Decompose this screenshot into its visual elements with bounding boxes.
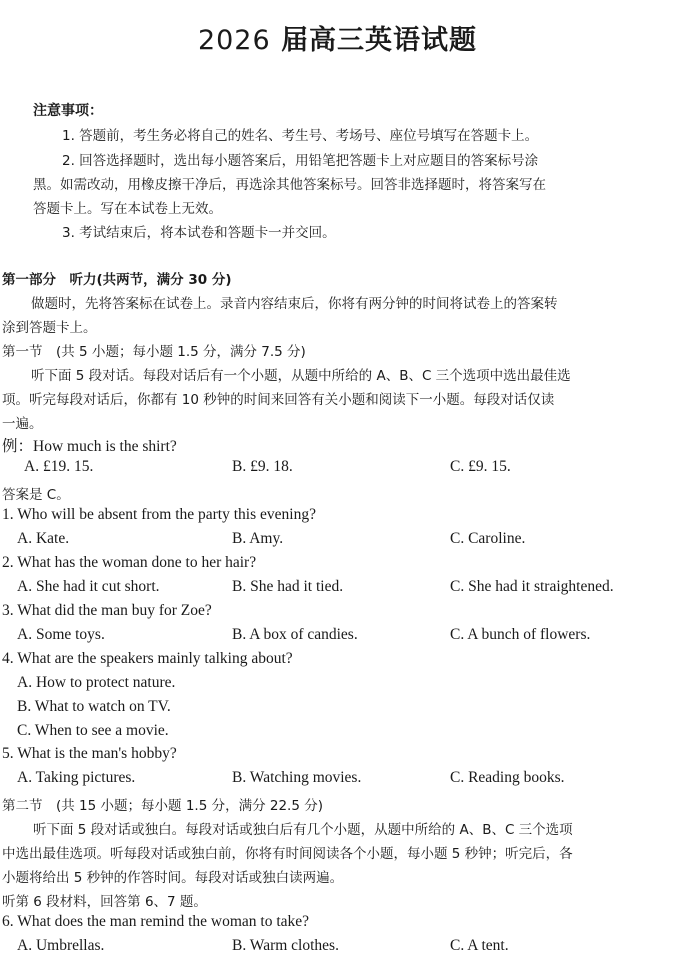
section2-material: 听第 6 段材料，回答第 6、7 题。 — [2, 894, 207, 910]
q6-option-b: B. Warm clothes. — [232, 937, 339, 954]
question-6: 6. What does the man remind the woman to take? — [2, 913, 310, 930]
notice-item-1: 1. 答题前，考生务必将自己的姓名、考生号、考场号、座位号填写在答题卡上。 — [62, 128, 539, 144]
q5-option-c: C. Reading books. — [450, 769, 565, 786]
q2-option-a: A. She had it cut short. — [17, 578, 160, 595]
example-answer: 答案是 C。 — [2, 487, 70, 503]
q3-option-c: C. A bunch of flowers. — [450, 626, 591, 643]
example-question: 例：How much is the shirt? — [2, 438, 177, 455]
notice-item-3: 3. 考试结束后，将本试卷和答题卡一并交回。 — [62, 225, 336, 241]
question-2: 2. What has the woman done to her hair? — [2, 554, 257, 571]
q1-option-c: C. Caroline. — [450, 530, 526, 547]
section2-intro-line1: 听下面 5 段对话或独白。每段对话或独白后有几个小题，从题中所给的 A、B、C 三个选项 — [33, 822, 573, 838]
part1-heading: 第一部分 听力(共两节，满分 30 分) — [2, 272, 232, 288]
q5-option-b: B. Watching movies. — [232, 769, 362, 786]
section1-intro-line1: 听下面 5 段对话。每段对话后有一个小题，从题中所给的 A、B、C 三个选项中选出最佳选 — [31, 368, 571, 384]
q4-option-c: C. When to see a movie. — [17, 722, 169, 739]
q4-option-a: A. How to protect nature. — [17, 674, 176, 691]
example-option-c: C. £9. 15. — [450, 458, 511, 475]
section2-heading: 第二节 (共 15 小题；每小题 1.5 分，满分 22.5 分) — [2, 798, 323, 814]
q2-option-b: B. She had it tied. — [232, 578, 344, 595]
example-option-b: B. £9. 18. — [232, 458, 293, 475]
q4-option-b: B. What to watch on TV. — [17, 698, 171, 715]
section1-heading: 第一节 (共 5 小题；每小题 1.5 分，满分 7.5 分) — [2, 344, 306, 360]
q2-option-c: C. She had it straightened. — [450, 578, 614, 595]
q6-option-c: C. A tent. — [450, 937, 509, 954]
example-option-a: A. £19. 15. — [24, 458, 94, 475]
section1-intro-line2: 项。听完每段对话后，你都有 10 秒钟的时间来回答有关小题和阅读下一小题。每段对话仅读 — [2, 392, 555, 408]
section1-intro-line3: 一遍。 — [2, 416, 43, 432]
q6-option-a: A. Umbrellas. — [17, 937, 105, 954]
question-3: 3. What did the man buy for Zoe? — [2, 602, 212, 619]
part1-intro-line1: 做题时，先将答案标在试卷上。录音内容结束后，你将有两分钟的时间将试卷上的答案转 — [31, 296, 558, 312]
page-title — [0, 18, 675, 57]
notice-item-2-line2: 黑。如需改动，用橡皮擦干净后，再选涂其他答案标号。回答非选择题时，将答案写在 — [33, 177, 546, 193]
q5-option-a: A. Taking pictures. — [17, 769, 136, 786]
question-4: 4. What are the speakers mainly talking about? — [2, 650, 293, 667]
question-5: 5. What is the man's hobby? — [2, 745, 177, 762]
q3-option-a: A. Some toys. — [17, 626, 105, 643]
title-text: 届高三英语试题 — [281, 25, 478, 56]
section2-intro-line2: 中选出最佳选项。听每段对话或独白前，你将有时间阅读各个小题，每小题 5 秒钟；听完后，各 — [2, 846, 573, 862]
notice-item-2-line3: 答题卡上。写在本试卷上无效。 — [33, 201, 222, 217]
section2-intro-line3: 小题将给出 5 秒钟的作答时间。每段对话或独白读两遍。 — [2, 870, 344, 886]
q3-option-b: B. A box of candies. — [232, 626, 358, 643]
title-year: 2026 — [197, 25, 271, 56]
q1-option-a: A. Kate. — [17, 530, 70, 547]
part1-intro-line2: 涂到答题卡上。 — [2, 320, 97, 336]
question-1: 1. Who will be absent from the party this evening? — [2, 506, 316, 523]
q1-option-b: B. Amy. — [232, 530, 284, 547]
notice-heading: 注意事项： — [33, 103, 103, 119]
notice-item-2-line1: 2. 回答选择题时，选出每小题答案后，用铅笔把答题卡上对应题目的答案标号涂 — [62, 153, 539, 169]
